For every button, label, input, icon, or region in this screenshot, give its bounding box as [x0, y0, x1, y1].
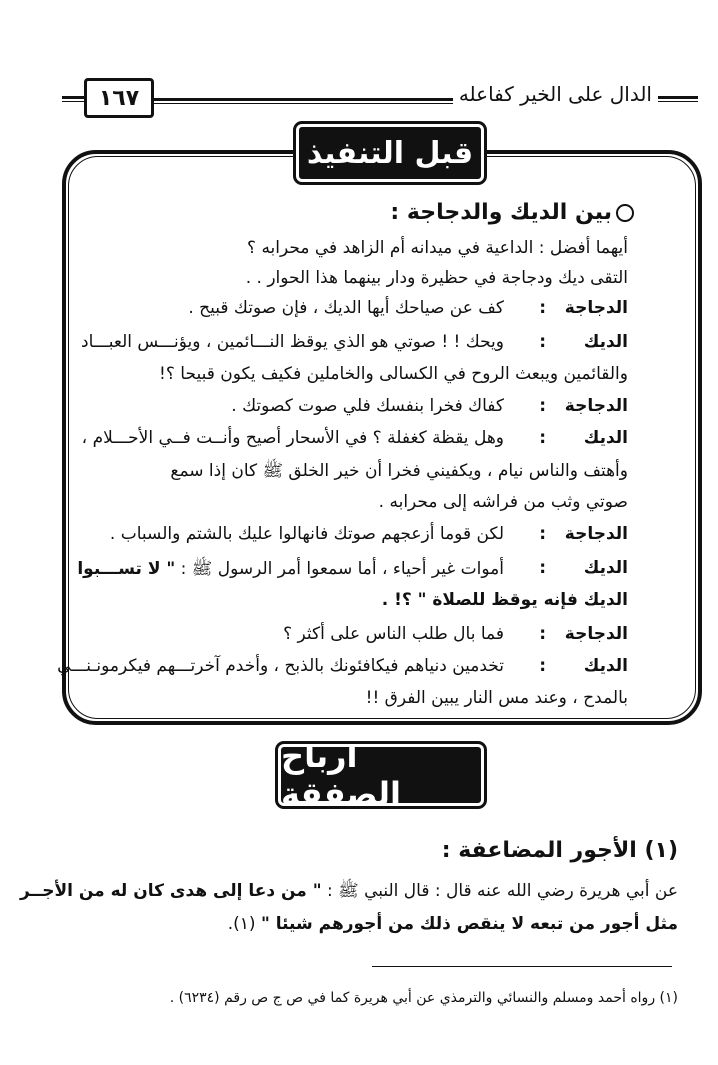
- speaker-label: الدجاجة: [564, 524, 628, 544]
- hadith-quote-bold: " لا تســـبوا: [77, 559, 176, 579]
- dialogue-text: وهل يقظة كغفلة ؟ في الأسحار أصيح وأنــت فــي الأحـــلام ،: [81, 428, 504, 448]
- dialogue-text: كف عن صياحك أيها الديك ، فإن صوتك قبيح .: [188, 298, 504, 318]
- dialogue-line: [80, 428, 628, 454]
- hadith-line-1: [20, 880, 678, 905]
- hadith-text-bold: " من دعا إلى هدى كان له من الأجــر: [20, 881, 322, 901]
- intro-line-1: أيهما أفضل : الداعية في ميدانه أم الزاهد في محرابه ؟: [247, 238, 628, 258]
- dialogue-continuation: صوتي وثب من فراشه إلى محرابه .: [378, 492, 628, 512]
- dialogue-text-plain: أموات غير أحياء ، أما سمعوا أمر الرسول ﷺ :: [180, 559, 504, 579]
- speaker-colon: :: [539, 396, 546, 416]
- section1-heading: [390, 200, 634, 225]
- speaker-label: الديك: [583, 428, 628, 448]
- section-banner-before-action: قبل التنفيذ: [296, 124, 484, 182]
- dialogue-line: [80, 396, 628, 422]
- hadith-text-bold: مثل أجور من تبعه لا ينقص ذلك من أجورهم شيئا ": [260, 914, 678, 934]
- section-banner-profits: أرباح الصفقة: [278, 744, 484, 806]
- section1-heading-text: بين الديك والدجاجة :: [390, 200, 612, 225]
- speaker-label: الديك: [583, 332, 628, 352]
- speaker-colon: :: [539, 656, 546, 676]
- dialogue-text: [77, 558, 504, 583]
- dialogue-line: [80, 624, 628, 650]
- dialogue-text: لكن قوما أزعجهم صوتك فانهالوا عليك بالشتم والسباب .: [109, 524, 504, 544]
- dialogue-continuation-bold: الديك فإنه يوقظ للصلاة " ؟! .: [381, 590, 628, 610]
- section2-heading: (١) الأجور المضاعفة :: [441, 838, 678, 863]
- bullet-ring-icon: [616, 204, 634, 222]
- speaker-colon: :: [539, 624, 546, 644]
- footnote: (١) رواه أحمد ومسلم والنسائي والترمذي عن أبي هريرة كما في ص ج ص رقم (٦٢٣٤) .: [169, 990, 678, 1006]
- header-dash-right: [658, 96, 698, 99]
- footnote-rule: [372, 966, 672, 967]
- dialogue-text: تخدمين دنياهم فيكافئونك بالذبح ، وأخدم آخرتـــهم فيكرمونـنـــي: [57, 656, 504, 676]
- dialogue-line: [80, 332, 628, 358]
- dialogue-line: [80, 524, 628, 550]
- dialogue-line: [57, 656, 628, 682]
- intro-line-2: التقى ديك ودجاجة في حظيرة ودار بينهما هذا الحوار . .: [245, 268, 628, 288]
- dialogue-continuation: وأهتف والناس نيام ، ويكفيني فخرا أن خير الخلق ﷺ كان إذا سمع: [170, 461, 628, 481]
- speaker-colon: :: [539, 524, 546, 544]
- speaker-label: الدجاجة: [564, 396, 628, 416]
- speaker-colon: :: [539, 558, 546, 578]
- speaker-label: الديك: [583, 558, 628, 578]
- hadith-line-2: [228, 914, 678, 934]
- dialogue-continuation: بالمدح ، وعند مس النار يبين الفرق !!: [365, 688, 628, 708]
- dialogue-text: كفاك فخرا بنفسك فلي صوت كصوتك .: [231, 396, 504, 416]
- dialogue-line: [80, 298, 628, 324]
- dialogue-text: فما بال طلب الناس على أكثر ؟: [283, 624, 504, 644]
- page-number: ١٦٧: [84, 78, 154, 118]
- header-dash-left-thin: [62, 101, 84, 102]
- footnote-ref: (١).: [227, 914, 256, 934]
- header-dash-right-thin: [658, 101, 698, 102]
- speaker-colon: :: [539, 298, 546, 318]
- speaker-label: الديك: [583, 656, 628, 676]
- speaker-label: الدجاجة: [564, 298, 628, 318]
- dialogue-line: [77, 558, 628, 584]
- header-dash-left: [62, 96, 84, 99]
- hadith-intro: عن أبي هريرة رضي الله عنه قال : قال النبي ﷺ :: [327, 881, 678, 901]
- speaker-label: الدجاجة: [564, 624, 628, 644]
- speaker-colon: :: [539, 428, 546, 448]
- running-header-title: الدال على الخير كفاعله: [453, 82, 658, 106]
- dialogue-continuation: والقائمين ويبعث الروح في الكسالى والخاملين فكيف يكون قبيحا ؟!: [159, 364, 628, 384]
- speaker-colon: :: [539, 332, 546, 352]
- dialogue-text: ويحك ! ! صوتي هو الذي يوقظ النـــائمين ، ويؤنـــس العبـــاد: [81, 332, 504, 352]
